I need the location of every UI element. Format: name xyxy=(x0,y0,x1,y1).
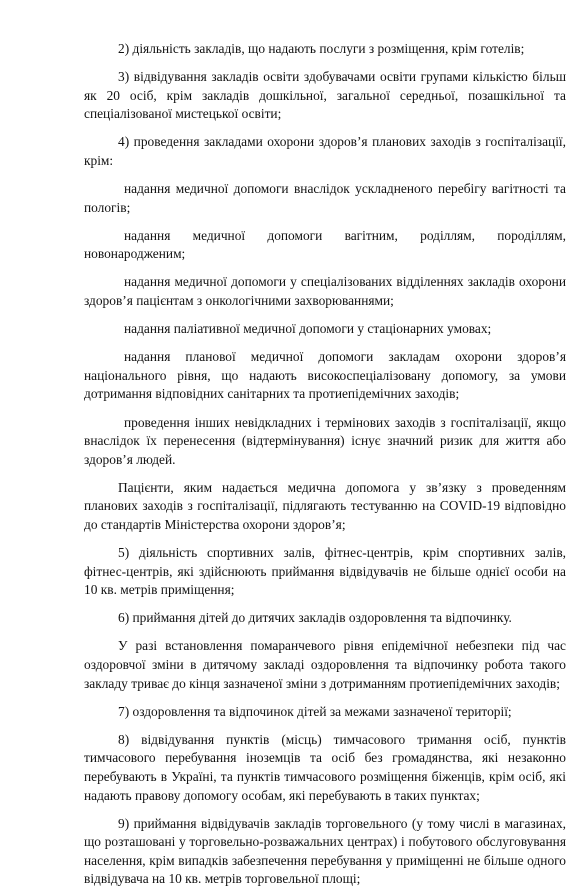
paragraph-subitem-newborns: надання медичної допомоги вагітним, роділлям, породіллям, новонародженим; xyxy=(84,227,566,262)
paragraph-item-4: 4) проведення закладами охорони здоров’я планових заходів з госпіталізації, крім: xyxy=(84,134,566,168)
paragraph-item-3: 3) відвідування закладів освіти здобувачами освіти групами кількістю більш як 20 осіб, крім закладів дошкільної, загальної середньої, позашкільної та спеціалізованої мистецької освіти; xyxy=(84,69,566,122)
paragraph-item-8: 8) відвідування пунктів (місць) тимчасового тримання осіб, пунктів тимчасового перебування іноземців та осіб без громадянства, які незаконно перебувають в Україні, та пунктів тимчасового розміщення біженців, крім осіб, які надають правову допомогу особам, які перебувають в таких пунктах; xyxy=(84,731,566,803)
paragraph-subitem-palliative: надання паліативної медичної допомоги у стаціонарних умовах; xyxy=(124,321,492,337)
paragraph-subitem-urgent: проведення інших невідкладних і термінових заходів з госпіталізації, якщо внаслідок їх перенесення (відтермінування) існує значний ризик для життя або здоров’я людей. xyxy=(84,414,566,467)
paragraph-orange-level: У разі встановлення помаранчевого рівня епідемічної небезпеки під час оздоровчої зміни в дитячому закладі оздоровлення та відпочинку робота такого закладу триває до кінця зазначеної зміни з дотриманням протиепідемічних заходів; xyxy=(84,638,566,691)
paragraph-item-6: 6) приймання дітей до дитячих закладів оздоровлення та відпочинку. xyxy=(118,610,512,626)
paragraph-subitem-national-level: надання планової медичної допомоги закладам охорони здоров’я національного рівня, що надають високоспеціалізовану допомогу, за умови дотримання відповідних санітарних та протиепідемічних заходів; xyxy=(84,349,566,402)
paragraph-item-7: 7) оздоровлення та відпочинок дітей за межами зазначеної території; xyxy=(118,703,512,719)
paragraph-covid-testing: Пацієнти, яким надається медична допомога у зв’язку з проведенням планових заходів з госпіталізації, підлягають тестуванню на COVID-19 відповідно до стандартів Міністерства охорони здоров’я; xyxy=(84,479,566,532)
paragraph-subitem-pregnancy: надання медичної допомоги внаслідок ускладненого перебігу вагітності та пологів; xyxy=(84,181,566,215)
paragraph-subitem-oncology: надання медичної допомоги у спеціалізованих відділеннях закладів охорони здоров’я пацієнтам з онкологічними захворюваннями; xyxy=(84,274,566,309)
paragraph-item-5: 5) діяльність спортивних залів, фітнес-центрів, крім спортивних залів, фітнес-центрів, які здійснюють приймання відвідувачів не більше однієї особи на 10 кв. метрів приміщення; xyxy=(84,545,566,598)
paragraph-item-2: 2) діяльність закладів, що надають послуги з розміщення, крім готелів; xyxy=(118,41,525,56)
paragraph-item-9: 9) приймання відвідувачів закладів торговельного (у тому числі в магазинах, що розташовані у торговельно-розважальних центрах) і побутового обслуговування населення, крім випадків забезпечення перебування у приміщенні не більше одного відвідувача на 10 кв. метрів торговельної площі; xyxy=(84,815,566,887)
